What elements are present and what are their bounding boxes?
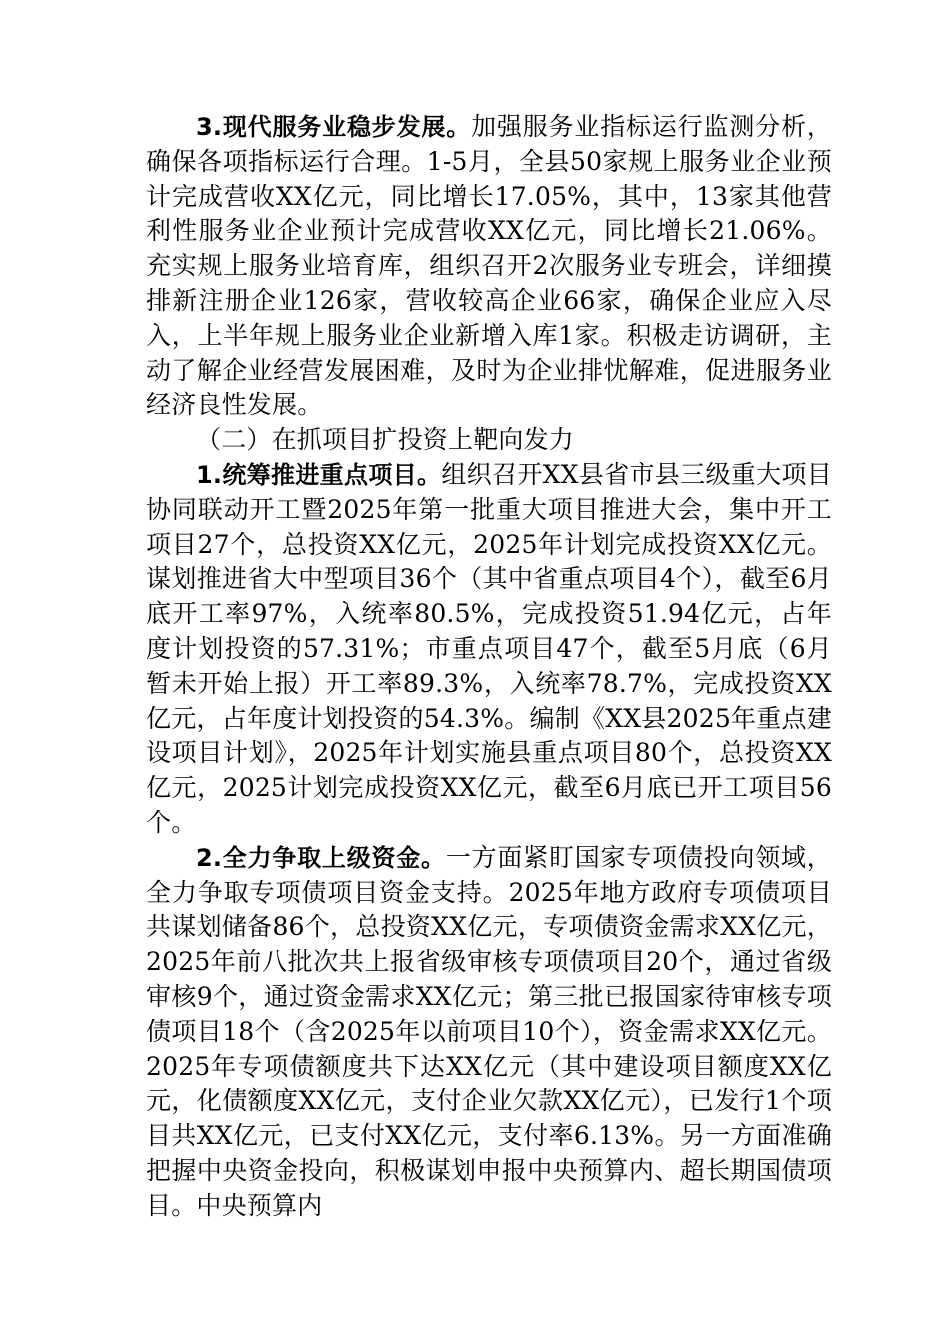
paragraph-lead: 3.现代服务业稳步发展。 (196, 113, 472, 141)
paragraph-lead: 1.统筹推进重点项目。 (196, 460, 442, 489)
document-page (146, 110, 832, 1224)
paragraph-body: 一方面紧盯国家专项债投向领域，全力争取专项债项目资金支持。2025年地方政府专项债项目共谋划储备86个，总投资XX亿元，专项债资金需求XX亿元，2025年前八批次共上报省级审核专项债项目20个，通过省级审核9个，通过资金需求XX亿元；第三批已报国家待审核专项债项目18个（含2025年以前项目10个），资金需求XX亿元。2025年专项债额度共下达XX亿元（其中建设项目额度XX亿元，化债额度XX亿元，支付企业欠款XX亿元），已发行1个项目共XX亿元，已支付XX亿元，支付率6.13%。另一方面准确把握中央资金投向，积极谋划申报中央预算内、超长期国债项目。中央预算内 (146, 842, 832, 1220)
paragraph-superior-funds (146, 841, 832, 1224)
paragraph-lead: 2.全力争取上级资金。 (196, 843, 446, 872)
paragraph-body: 组织召开XX县省市县三级重大项目协同联动开工暨2025年第一批重大项目推进大会，集中开工项目27个，总投资XX亿元，2025年计划完成投资XX亿元。谋划推进省大中型项目36个（其中省重点项目4个），截至6月底开工率97%，入统率80.5%，完成投资51.94亿元，占年度计划投资的57.31%；市重点项目47个，截至5月底（6月暂未开始上报）开工率89.3%，入统率78.7%，完成投资XX亿元，占年度计划投资的54.3%。编制《XX县2025年重点建设项目计划》，2025年计划实施县重点项目80个，总投资XX亿元，2025计划完成投资XX亿元，截至6月底已开工项目56个。 (146, 459, 832, 837)
paragraph-key-projects (146, 458, 832, 841)
paragraph-service-industry (146, 110, 832, 423)
paragraph-body: 加强服务业指标运行监测分析，确保各项指标运行合理。1-5月，全县50家规上服务业企业预计完成营收XX亿元，同比增长17.05%，其中，13家其他营利性服务业企业预计完成营收XX亿元，同比增长21.06%。充实规上服务业培育库，组织召开2次服务业专班会，详细摸排新注册企业126家，营收较高企业66家，确保企业应入尽入，上半年规上服务业企业新增入库1家。积极走访调研，主动了解企业经营发展困难，及时为企业排忧解难，促进服务业经济良性发展。 (146, 112, 832, 420)
section-heading: （二）在抓项目扩投资上靶向发力 (196, 425, 575, 455)
